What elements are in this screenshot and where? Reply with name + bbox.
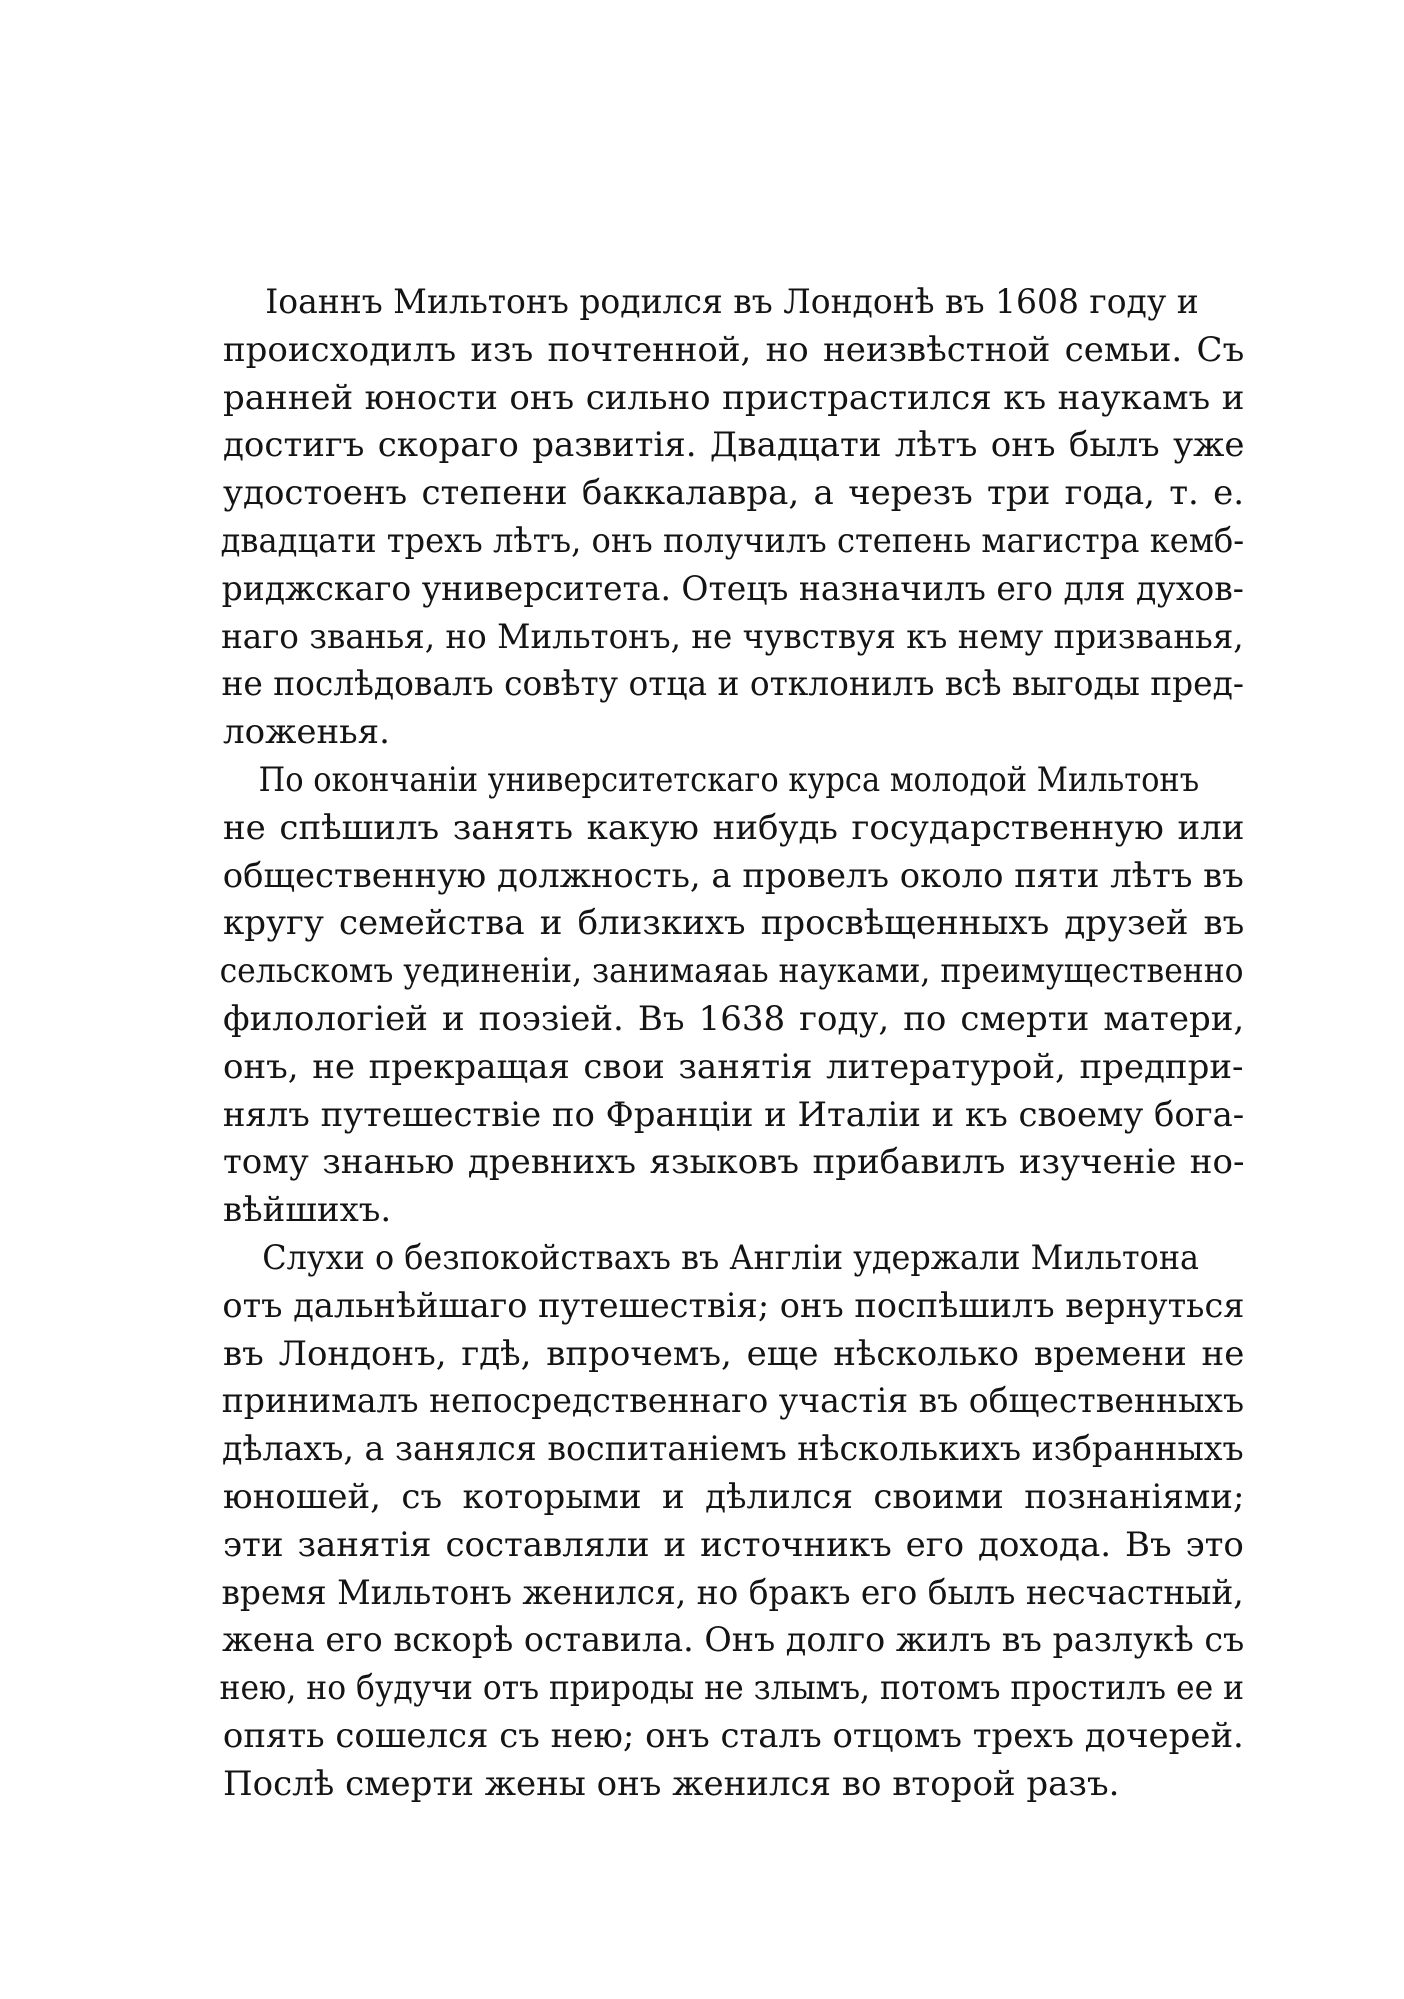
text-line: нялъ путешествіе по Франціи и Италіи и къ своему бога- <box>222 1094 1245 1135</box>
text-line: не спѣшилъ занять какую нибудь государственную или <box>223 807 1245 848</box>
text-line: удостоенъ степени баккалавра, а черезъ три года, т. е. <box>223 473 1245 514</box>
text-line: жена его вскорѣ оставила. Онъ долго жилъ въ разлукѣ съ <box>222 1620 1245 1661</box>
text-line: Слухи о безпокойствахъ въ Англіи удержали Мильтона <box>262 1237 1200 1278</box>
text-line: не послѣдовалъ совѣту отца и отклонилъ всѣ выгоды пред- <box>221 664 1244 705</box>
text-line: наго званья, но Мильтонъ, не чувствуя къ нему призванья, <box>221 616 1244 657</box>
text-line: эти занятія составляли и источникъ его дохода. Въ это <box>223 1524 1244 1565</box>
text-line: принималъ непосредственнаго участія въ общественныхъ <box>221 1381 1245 1422</box>
text-line: въ Лондонъ, гдѣ, впрочемъ, еще нѣсколько времени не <box>223 1333 1245 1374</box>
text-line: юношей, съ которыми и дѣлился своими познаніями; <box>223 1476 1245 1517</box>
text-line: происходилъ изъ почтенной, но неизвѣстной семьи. Съ <box>223 329 1245 370</box>
text-line: тому знанью древнихъ языковъ прибавилъ изученіе но- <box>223 1142 1245 1183</box>
text-line: кругу семейства и близкихъ просвѣщенныхъ друзей въ <box>223 903 1245 944</box>
text-line: нею, но будучи отъ природы не злымъ, потомъ простилъ ее и <box>219 1668 1245 1709</box>
text-line: вѣйшихъ. <box>223 1190 392 1231</box>
paragraph-2 <box>178 757 1244 1235</box>
text-line: опять сошелся съ нею; онъ сталъ отцомъ трехъ дочерей. <box>222 1715 1244 1756</box>
paragraph-3 <box>178 1235 1244 1809</box>
body-text <box>178 279 1244 1809</box>
text-line: время Мильтонъ женился, но бракъ его былъ несчастный, <box>221 1572 1244 1613</box>
text-line: ложенья. <box>223 712 390 753</box>
text-line: Послѣ смерти жены онъ женился во второй разъ. <box>223 1763 1120 1804</box>
text-line: двадцати трехъ лѣтъ, онъ получилъ степень магистра кемб- <box>220 520 1245 561</box>
text-line: филологіей и поэзіей. Въ 1638 году, по смерти матери, <box>223 998 1245 1039</box>
text-line: Іоаннъ Мильтонъ родился въ Лондонѣ въ 1608 году и <box>265 282 1199 322</box>
text-line: риджскаго университета. Отецъ назначилъ его для духов- <box>221 568 1244 609</box>
text-line: общественную должность, а провелъ около пяти лѣтъ въ <box>222 855 1244 896</box>
text-line: достигъ скораго развитія. Двадцати лѣтъ онъ былъ уже <box>223 425 1245 466</box>
text-line: отъ дальнѣйшаго путешествія; онъ поспѣшилъ вернуться <box>222 1285 1245 1326</box>
text-line: сельскомъ уединеніи, занимаяаь науками, преимущественно <box>219 951 1244 992</box>
text-line: онъ, не прекращая свои занятія литературой, предпри- <box>223 1046 1244 1087</box>
text-line: дѣлахъ, а занялся воспитаніемъ нѣсколькихъ избранныхъ <box>222 1429 1244 1470</box>
text-line: По окончаніи университетскаго курса молодой Мильтонъ <box>258 759 1200 800</box>
text-line: ранней юности онъ сильно пристрастился къ наукамъ и <box>223 377 1245 418</box>
paragraph-1 <box>178 279 1244 757</box>
